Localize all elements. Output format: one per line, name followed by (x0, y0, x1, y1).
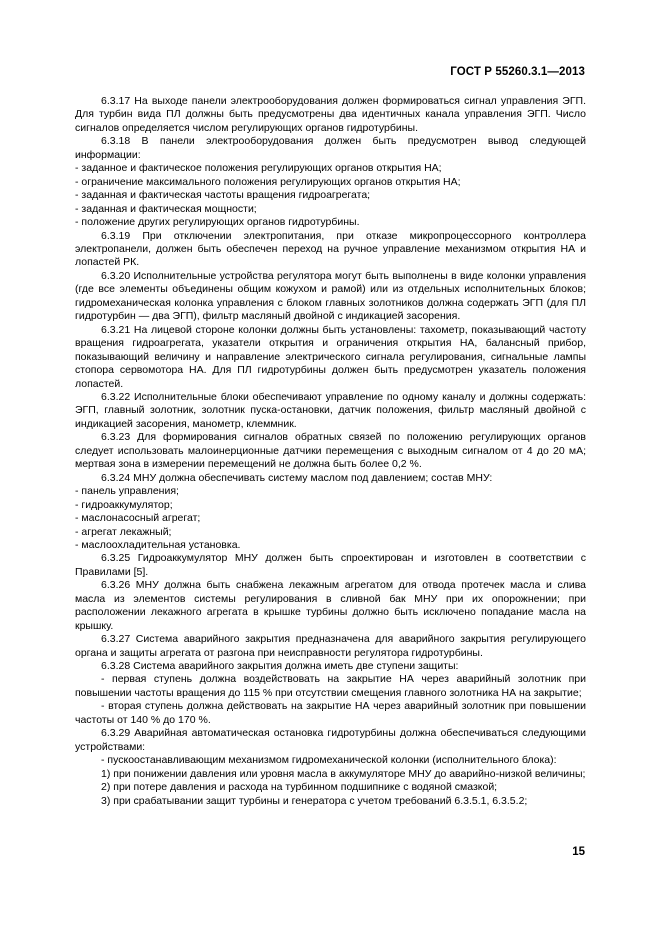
paragraph: - вторая ступень должна действовать на закрытие НА через аварийный золотник при повышении частоты от 140 % до 170 %. (75, 700, 586, 726)
paragraph: 3) при срабатывании защит турбины и генератора с учетом требований 6.3.5.1, 6.3.5.2; (101, 794, 528, 807)
list-item: - заданная и фактическая частоты вращения гидроагрегата; (75, 189, 371, 202)
list-item: - гидроаккумулятор; (75, 498, 173, 511)
paragraph: 6.3.29 Аварийная автоматическая остановка гидротурбины должна обеспечиваться следующими устройствами: (75, 727, 586, 753)
paragraph: 1) при понижении давления или уровня масла в аккумуляторе МНУ до аварийно-низкой величины; (101, 767, 586, 780)
page-number: 15 (572, 846, 585, 858)
paragraph: 6.3.25 Гидроаккумулятор МНУ должен быть спроектирован и изготовлен в соответствии с Правилами [5]. (75, 552, 586, 578)
paragraph: 6.3.27 Система аварийного закрытия предназначена для аварийного закрытия регулирующего органа и защиты агрегата от разгона при неисправности регулятора гидротурбины. (75, 633, 586, 659)
paragraph: 6.3.28 Система аварийного закрытия должна иметь две ступени защиты: (101, 660, 459, 673)
paragraph: 2) при потере давления и расхода на турбинном подшипнике с водяной смазкой; (101, 781, 498, 794)
list-item: - положение других регулирующих органов гидротурбины. (75, 216, 360, 229)
list-item: - панель управления; (75, 485, 179, 498)
paragraph: 6.3.24 МНУ должна обеспечивать систему маслом под давлением; состав МНУ: (101, 471, 493, 484)
list-item: - заданная и фактическая мощности; (75, 202, 257, 215)
paragraph: 6.3.17 На выходе панели электрооборудования должен формироваться сигнал управления ЭГП. Для турбин вида ПЛ должны быть предусмотрены два идентичных канала управления ЭГП. Число сигналов определяется числом регулирующих органов гидротурбины. (75, 95, 586, 134)
paragraph: 6.3.23 Для формирования сигналов обратных связей по положению регулирующих органов следует использовать малоинерционные датчики перемещения с выходным сигналом от 4 до 20 мА; мертвая зона в измерении перемещений не должна быть более 0,2 %. (75, 431, 586, 471)
paragraph: 6.3.21 На лицевой стороне колонки должны быть установлены: тахометр, показывающий частоту вращения гидроагрегата, указатели открытия и ограничения открытия НА, балансный прибор, показывающий величину и направление электрического сигнала регулирования, сигнальные лампы стопора сервомотора НА. Для ПЛ гидротурбины должен быть предусмотрен указатель положения лопастей. (75, 323, 586, 390)
list-item: - маслоохладительная установка. (75, 538, 241, 551)
list-item: - заданное и фактическое положения регулирующих органов открытия НА; (75, 162, 442, 175)
list-item: - маслонасосный агрегат; (75, 512, 201, 525)
list-item: - агрегат лекажный; (75, 525, 172, 538)
paragraph: 6.3.22 Исполнительные блоки обеспечивают управление по одному каналу и должны содержать: ЭГП, главный золотник, золотник пуска-остановки, датчик положения, фильтр масляный двойной с индикацией засорения, манометр, клеммник. (75, 390, 586, 430)
paragraph: - первая ступень должна воздействовать на закрытие НА через аварийный золотник при повышении частоты вращения до 115 % при отсутствии смещения главного золотника НА на закрытие; (75, 673, 586, 699)
document-header: ГОСТ Р 55260.3.1—2013 (450, 66, 585, 78)
paragraph: 6.3.20 Исполнительные устройства регулятора могут быть выполнены в виде колонки управления (где все элементы объединены общим кожухом и рамой) или из отдельных исполнительных блоков; гидромеханическая колонка управления с блоком главных золотников должна содержать ЭГП (для ПЛ гидротурбин — два ЭГП), фильтр масляный двойной с индикацией засорения. (75, 269, 586, 323)
list-item: - ограничение максимального положения регулирующих органов открытия НА; (75, 175, 461, 188)
document-body (75, 95, 586, 808)
paragraph: 6.3.19 При отключении электропитания, при отказе микропроцессорного контроллера электропанели, должен быть обеспечен переход на ручное управление механизмом открытия НА и лопастей РК. (75, 229, 586, 269)
paragraph: 6.3.26 МНУ должна быть снабжена лекажным агрегатом для отвода протечек масла и слива масла из элементов системы регулирования в сливной бак МНУ при их опорожнении; при расположении лекажного агрегата в крышке турбины должно быть исключено попадание масла на крышку. (75, 579, 586, 632)
paragraph: 6.3.18 В панели электрооборудования должен быть предусмотрен вывод следующей информации: (75, 135, 586, 161)
paragraph: - пускоостанавливающим механизмом гидромеханической колонки (исполнительного блока): (101, 754, 557, 767)
